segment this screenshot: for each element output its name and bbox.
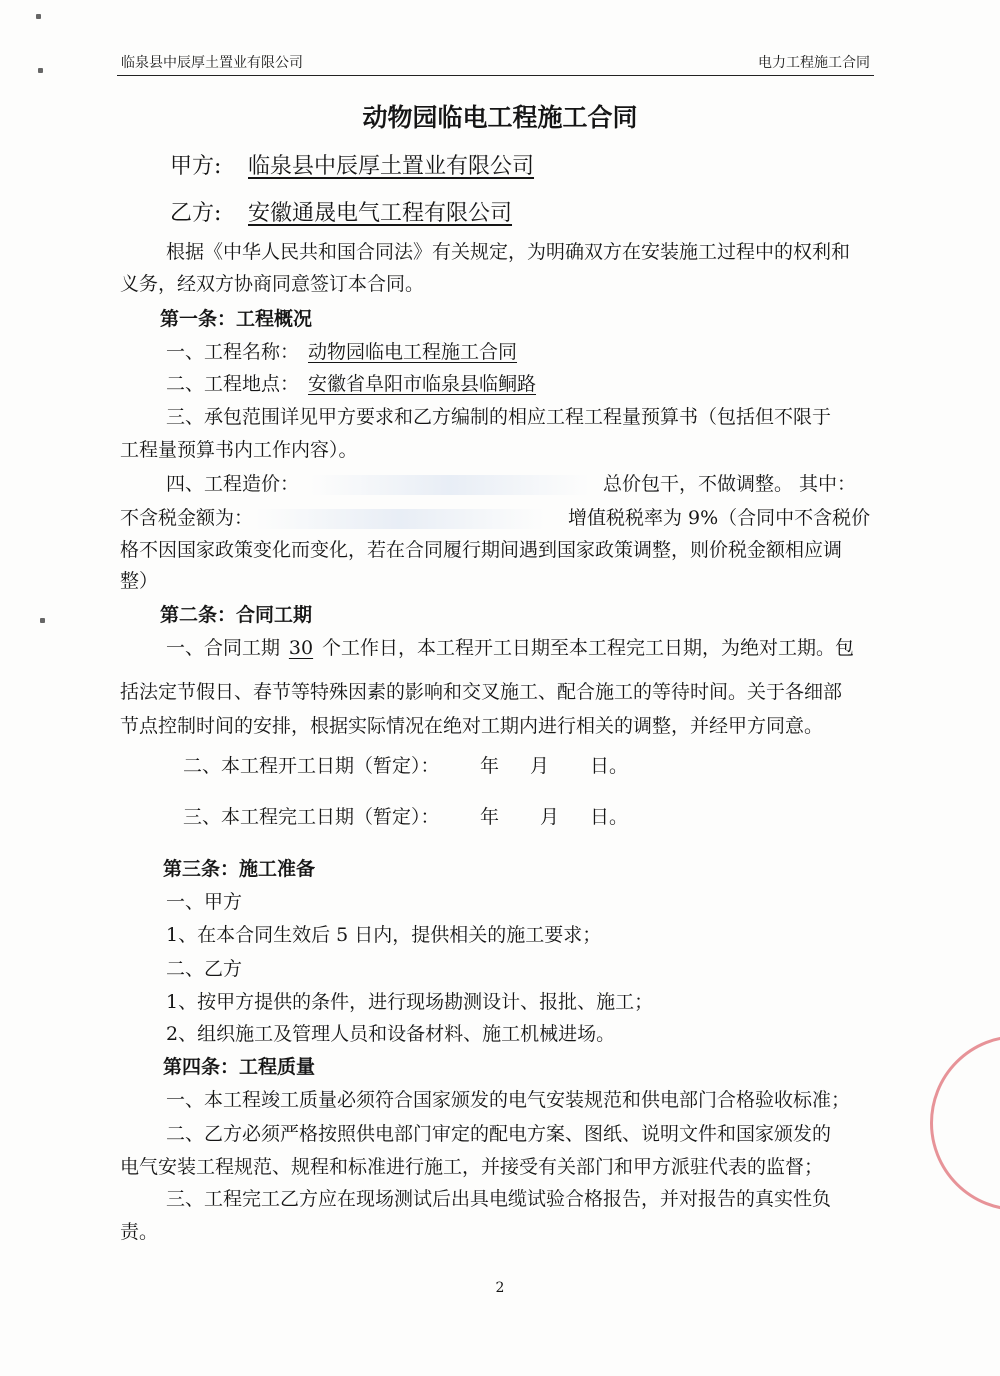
prep-party-b: 二、乙方 — [166, 958, 243, 980]
price-tail: 总价包干，不做调整。 其中： — [603, 473, 857, 495]
header-company: 临泉县中辰厚土置业有限公司 — [121, 55, 303, 71]
scope-line-1: 三、承包范围详见甲方要求和乙方编制的相应工程工程量预算书（包括但不限于 — [166, 406, 832, 428]
project-name-label: 一、工程名称： — [166, 341, 300, 363]
document-title: 动物园临电工程施工合同 — [362, 103, 638, 132]
quality-item-2-line-1: 二、乙方必须严格按照供电部门审定的配电方案、图纸、说明文件和国家颁发的 — [166, 1123, 832, 1145]
page-number: 2 — [495, 1280, 505, 1296]
duration-post: 个工作日，本工程开工日期至本工程完工日期，为绝对工期。包 — [322, 637, 855, 659]
intro-line-2: 义务，经双方协商同意签订本合同。 — [120, 273, 425, 295]
article-4-heading: 第四条：工程质量 — [163, 1056, 316, 1078]
start-date-label: 二、本工程开工日期（暂定）： — [183, 755, 440, 777]
duration-line-3: 节点控制时间的安排，根据实际情况在绝对工期内进行相关的调整，并经甲方同意。 — [120, 715, 824, 737]
prep-party-b-item-1: 1、按甲方提供的条件，进行现场勘测设计、报批、施工； — [166, 991, 654, 1013]
duration-pre: 一、合同工期 — [166, 637, 281, 659]
prep-party-a-item-1: 1、在本合同生效后 5 日内，提供相关的施工要求； — [166, 924, 602, 946]
scan-speck — [38, 68, 43, 73]
duration-line-2: 括法定节假日、春节等特殊因素的影响和交叉施工、配合施工的等待时间。关于各细部 — [120, 681, 843, 703]
article-1-heading: 第一条：工程概况 — [160, 308, 313, 330]
project-site-value: 安徽省阜阳市临泉县临鲖路 — [308, 373, 537, 395]
quality-item-3-line-2: 责。 — [120, 1221, 159, 1243]
article-3-heading: 第三条：施工准备 — [163, 858, 316, 880]
prep-party-a: 一、甲方 — [166, 891, 243, 913]
party-b-name: 安徽通晟电气工程有限公司 — [248, 201, 513, 226]
tax-label: 不含税金额为： — [120, 507, 254, 529]
quality-item-3-line-1: 三、工程完工乙方应在现场测试后出具电缆试验合格报告，并对报告的真实性负 — [166, 1188, 832, 1210]
party-a-label: 甲方: — [170, 154, 222, 179]
end-day: 日。 — [590, 806, 629, 828]
quality-item-1: 一、本工程竣工质量必须符合国家颁发的电气安装规范和供电部门合格验收标准； — [166, 1089, 851, 1111]
scope-line-2: 工程量预算书内工作内容）。 — [120, 439, 358, 461]
header-divider — [117, 75, 874, 76]
start-year: 年 — [480, 755, 500, 777]
tax-line-2: 格不因国家政策变化而变化，若在合同履行期间遇到国家政策调整，则价税金额相应调 — [120, 539, 843, 561]
scan-speck — [40, 618, 45, 623]
header-doc-type: 电力工程施工合同 — [758, 55, 870, 71]
end-date-label: 三、本工程完工日期（暂定）： — [183, 806, 440, 828]
price-redaction — [310, 475, 590, 495]
intro-line-1: 根据《中华人民共和国合同法》有关规定，为明确双方在安装施工过程中的权利和 — [166, 241, 851, 263]
company-seal — [930, 1035, 1000, 1211]
start-month: 月 — [530, 755, 550, 777]
end-year: 年 — [480, 806, 500, 828]
article-2-heading: 第二条：合同工期 — [160, 604, 313, 626]
tax-tail: 增值税税率为 9%（合同中不含税价 — [568, 507, 871, 529]
tax-redaction — [255, 509, 545, 529]
prep-party-b-item-2: 2、组织施工及管理人员和设备材料、施工机械进场。 — [166, 1023, 616, 1045]
project-name-value: 动物园临电工程施工合同 — [308, 341, 518, 363]
start-day: 日。 — [590, 755, 629, 777]
party-b-label: 乙方: — [170, 201, 222, 226]
end-month: 月 — [540, 806, 560, 828]
party-a-name: 临泉县中辰厚土置业有限公司 — [248, 154, 535, 179]
project-site-label: 二、工程地点： — [166, 373, 300, 395]
duration-days: 30 — [288, 637, 314, 659]
quality-item-2-line-2: 电气安装工程规范、规程和标准进行施工，并接受有关部门和甲方派驻代表的监督； — [120, 1156, 824, 1178]
price-label: 四、工程造价： — [166, 473, 300, 495]
scan-speck — [36, 14, 41, 19]
tax-line-3: 整） — [120, 570, 159, 592]
